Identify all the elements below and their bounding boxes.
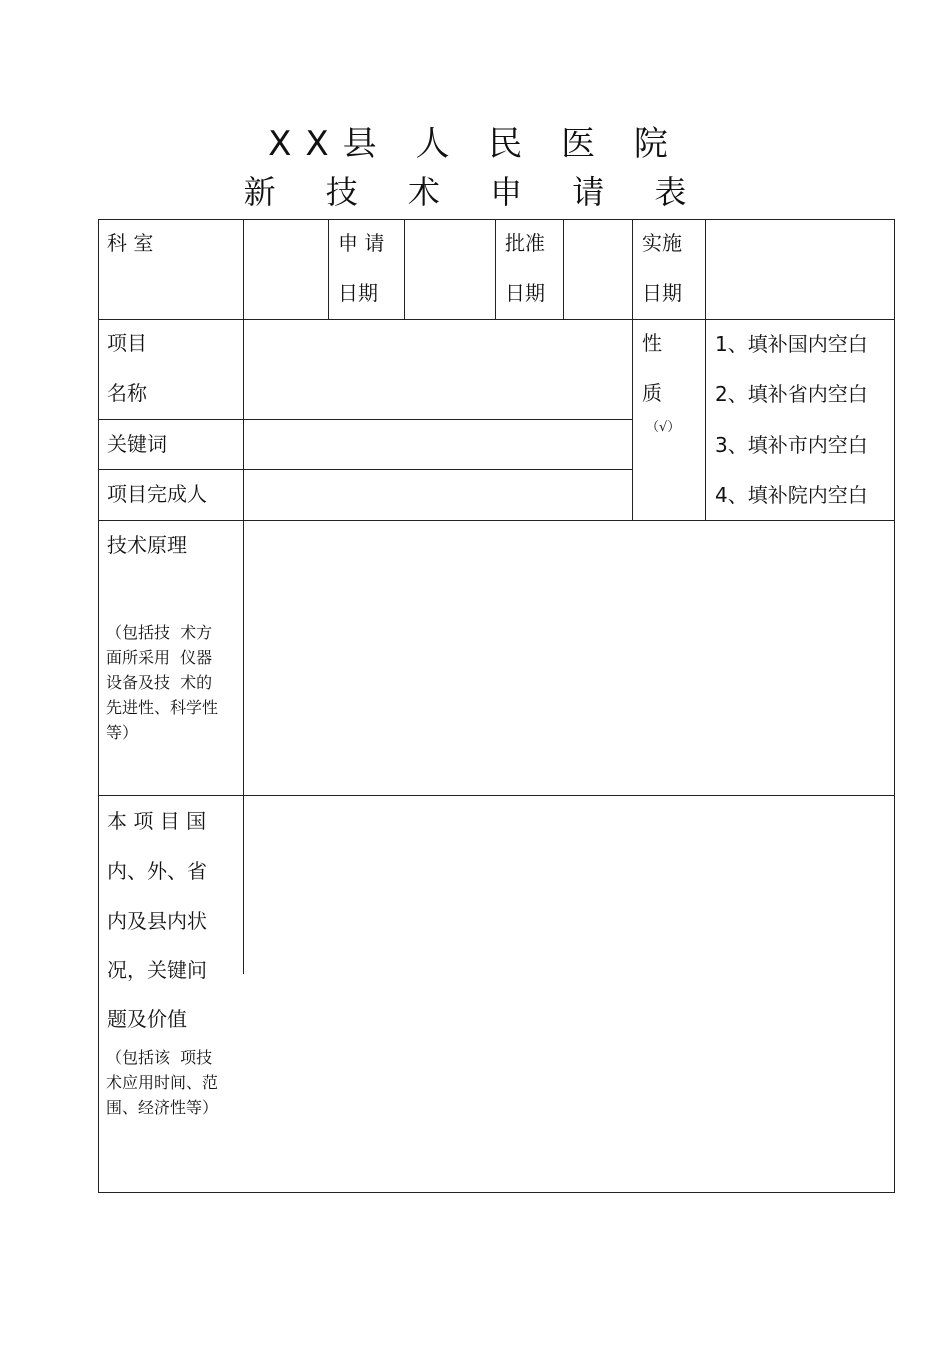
nature-label-line2: 质 — [642, 381, 662, 405]
document-title: XX县 人 民 医 院 — [268, 124, 682, 164]
status-label-line: 内及县内状 — [107, 909, 207, 933]
impl-date-label-line2: 日期 — [642, 281, 682, 305]
principle-note-line: 等） — [106, 723, 139, 742]
nature-option: 1、填补国内空白 — [715, 332, 868, 356]
department-label: 科 室 — [107, 231, 154, 255]
nature-option: 4、填补院内空白 — [715, 483, 868, 507]
status-note — [106, 1045, 218, 1120]
status-note-line: （包括该 项技 — [106, 1048, 213, 1067]
nature-option: 3、填补市内空白 — [715, 433, 868, 457]
impl-date-label: 实施 — [642, 231, 682, 255]
keywords-label: 关键词 — [107, 432, 167, 456]
application-form-table — [98, 219, 895, 1193]
principle-label: 技术原理 — [107, 533, 187, 557]
document-subtitle: 新 技 术 申 请 表 — [243, 173, 707, 211]
principle-note-line: 面所采用 仪器 — [106, 648, 213, 667]
nature-label: 性 — [642, 331, 662, 355]
apply-date-label: 申 请 — [338, 231, 385, 255]
principle-note-line: （包括技 术方 — [106, 623, 213, 642]
principle-note-line: 先进性、科学性 — [106, 698, 219, 717]
approve-date-label: 批准 — [505, 231, 545, 255]
approve-date-label-line2: 日期 — [505, 281, 545, 305]
status-label-line: 内、外、省 — [107, 859, 207, 883]
status-note-line: 术应用时间、范 — [106, 1073, 219, 1092]
status-label-line: 况，关键问 — [107, 958, 207, 982]
completer-label: 项目完成人 — [107, 482, 207, 506]
nature-check-mark: （√） — [646, 420, 681, 435]
status-label-line: 题及价值 — [107, 1007, 187, 1031]
status-note-line: 围、经济性等） — [106, 1098, 219, 1117]
status-label-line: 本 项 目 国 — [107, 809, 207, 833]
nature-option: 2、填补省内空白 — [715, 382, 868, 406]
principle-note-line: 设备及技 术的 — [106, 673, 213, 692]
project-name-label-line2: 名称 — [107, 381, 147, 405]
project-name-label: 项目 — [107, 331, 147, 355]
apply-date-label-line2: 日期 — [338, 281, 378, 305]
principle-note — [106, 620, 218, 745]
